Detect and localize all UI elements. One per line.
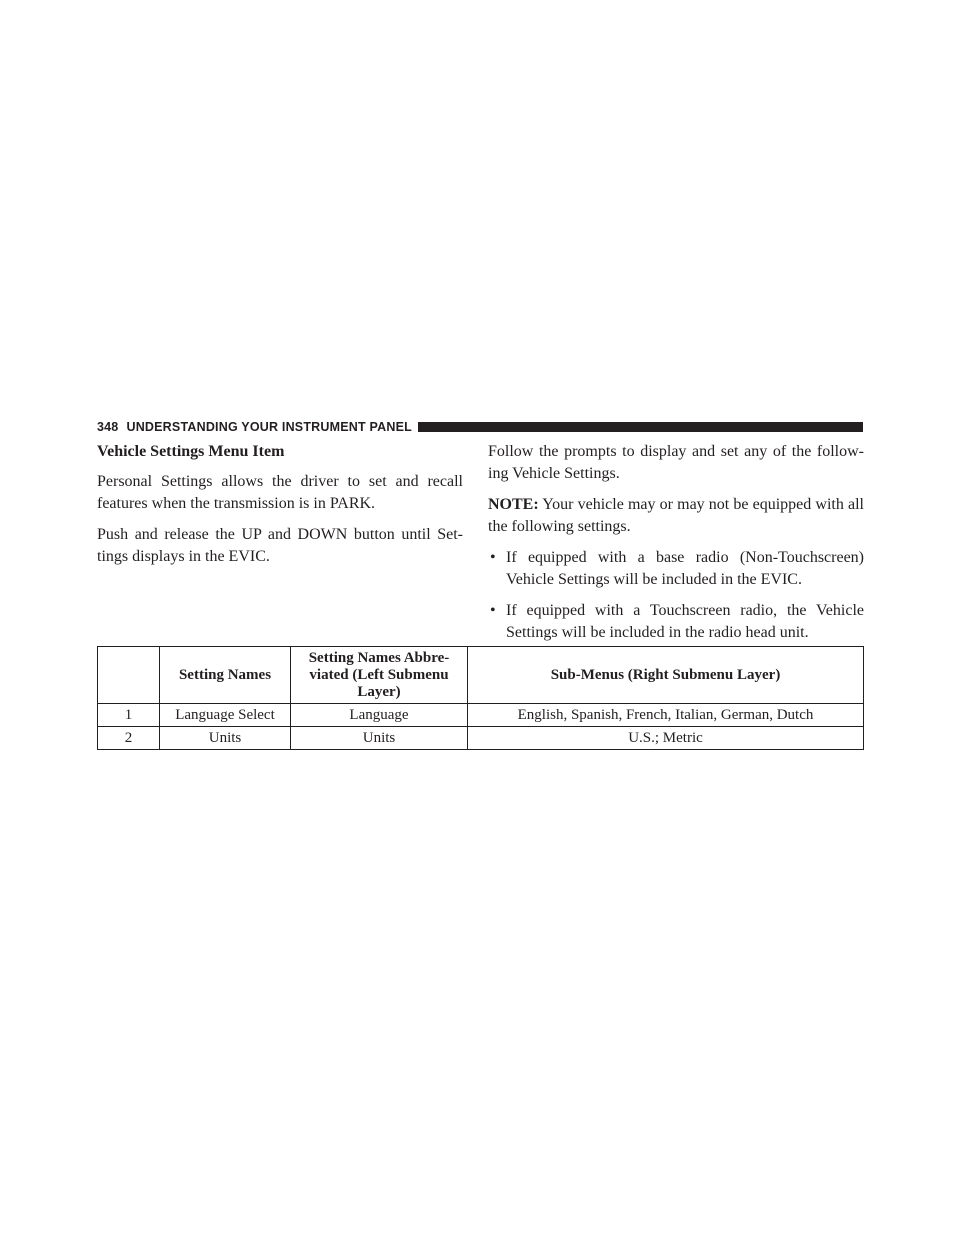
- column-header-setting-names: Setting Names: [160, 647, 291, 704]
- table-cell: Units: [291, 727, 468, 750]
- section-title: UNDERSTANDING YOUR INSTRUMENT PANEL: [126, 420, 412, 434]
- page-number: 348: [97, 420, 119, 434]
- table-cell: U.S.; Metric: [468, 727, 864, 750]
- table-cell: 2: [98, 727, 160, 750]
- paragraph: Personal Settings allows the driver to set and recall features when the transmission is in PARK.: [97, 473, 463, 512]
- bullet-text: If equipped with a Touchscreen radio, the Vehicle Settings will be included in the radio head unit.: [506, 602, 864, 641]
- vehicle-settings-table: [97, 646, 864, 750]
- note-text: Your vehicle may or may not be equipped with all the following settings.: [488, 496, 865, 535]
- header-rule: [418, 422, 863, 432]
- bullet-item: [488, 600, 864, 644]
- intro-paragraph: Follow the prompts to display and set any of the follow-ing Vehicle Settings.: [488, 443, 864, 482]
- note: [488, 494, 864, 538]
- bullet-icon: •: [490, 549, 496, 566]
- column-header-abbreviated: Setting Names Abbre-viated (Left Submenu Layer): [291, 647, 468, 704]
- table-row: [98, 727, 864, 750]
- table-header-row: [98, 647, 864, 704]
- table-cell: English, Spanish, French, Italian, German, Dutch: [468, 704, 864, 727]
- bullet-icon: •: [490, 602, 496, 619]
- bullet-list: [488, 547, 864, 644]
- table-cell: Language Select: [160, 704, 291, 727]
- right-column: [488, 441, 864, 653]
- table-cell: Units: [160, 727, 291, 750]
- left-column: [97, 441, 463, 577]
- note-label: NOTE:: [488, 496, 539, 513]
- section-heading: Vehicle Settings Menu Item: [97, 443, 285, 460]
- table-cell: 1: [98, 704, 160, 727]
- paragraph: Push and release the UP and DOWN button until Set-tings displays in the EVIC.: [97, 526, 463, 565]
- page-header: [97, 419, 863, 435]
- table-cell: Language: [291, 704, 468, 727]
- bullet-text: If equipped with a base radio (Non-Touchscreen) Vehicle Settings will be included in the EVIC.: [506, 549, 864, 588]
- bullet-item: [488, 547, 864, 591]
- column-header-index: [98, 647, 160, 704]
- column-header-sub-menus: Sub-Menus (Right Submenu Layer): [468, 647, 864, 704]
- table-row: [98, 704, 864, 727]
